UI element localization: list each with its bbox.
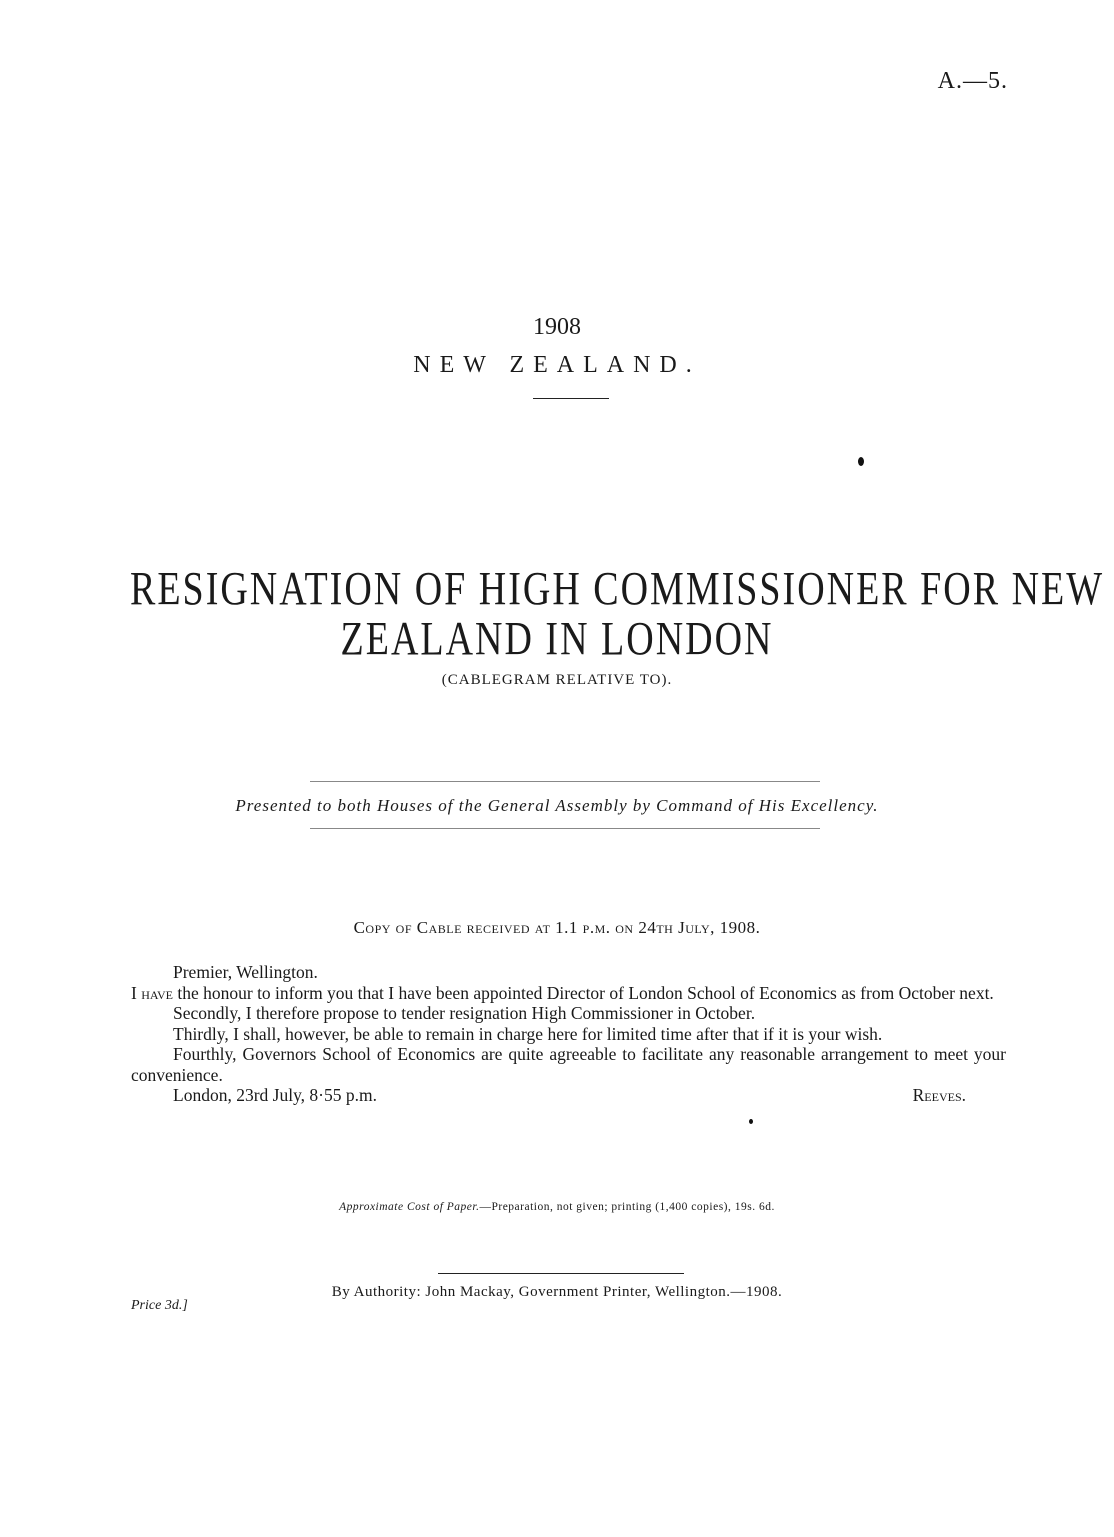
price: Price 3d.] [131,1298,188,1313]
cable-paragraph-3: Thirdly, I shall, however, be able to remain in charge here for limited time after that if it is your wish. [173,1023,883,1044]
document-year: 1908 [533,314,581,340]
document-country: NEW ZEALAND. [413,352,701,378]
ink-speck [858,457,864,466]
document-title-line-1: RESIGNATION OF HIGH COMMISSIONER FOR NEW [130,563,1105,616]
cable-signature: Reeves. [912,1085,966,1105]
cost-of-paper [0,1201,1114,1213]
document-subtitle: (CABLEGRAM RELATIVE TO). [441,672,673,688]
cable-paragraph-2: Secondly, I therefore propose to tender resignation High Commissioner in October. [173,1003,756,1023]
opening-word: I have [131,982,173,1003]
document-title-line-2: ZEALAND IN LONDON [340,613,774,666]
cable-paragraph-1 [131,983,1006,1004]
paper-reference: A.—5. [937,68,1008,94]
presentation-line: Presented to both Houses of the General Assembly by Command of His Excellency. [235,796,879,815]
presentation-rule-top [310,781,820,782]
printer-authority: By Authority: John Mackay, Government Printer, Wellington.—1908. [331,1284,783,1300]
cable-salutation: Premier, Wellington. [173,962,318,982]
paragraph-1-text: the honour to inform you that I have been appointed Director of London School of Economics as from October next. [177,982,994,1003]
cable-signature-line [131,1085,1006,1106]
cable-heading: Copy of Cable received at 1.1 p.m. on 24th July, 1908. [353,918,761,937]
ink-speck [749,1119,753,1124]
cable-paragraph-4: Fourthly, Governors School of Economics are quite agreeable to facilitate any reasonable arrangement to meet your convenience. [131,1044,1006,1085]
cost-text: —Preparation, not given; printing (1,400 copies), 19s. 6d. [479,1201,775,1213]
cost-label: Approximate Cost of Paper. [339,1201,480,1213]
authority-divider [438,1273,684,1274]
cable-body [131,962,1006,1106]
cable-place-date: London, 23rd July, 8·55 p.m. [173,1085,377,1105]
presentation-rule-bottom [310,828,820,829]
header-divider [533,398,609,399]
